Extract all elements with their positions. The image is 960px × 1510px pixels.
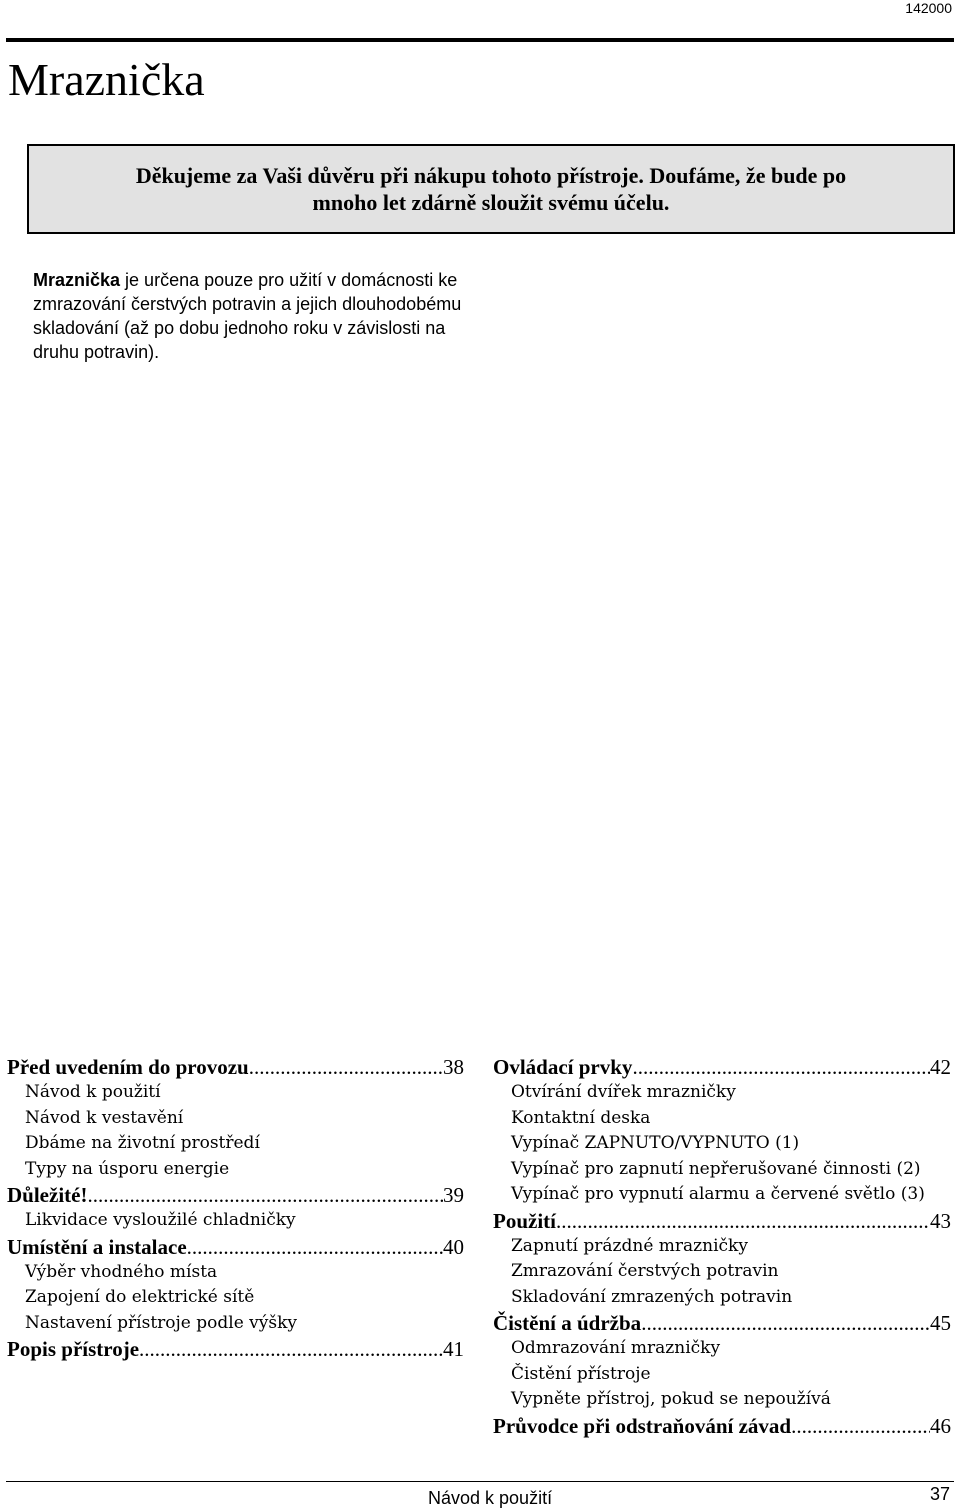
toc-entry bbox=[493, 1208, 951, 1234]
toc-subitem: Typy na úsporu energie bbox=[25, 1158, 230, 1179]
toc-leader bbox=[632, 1054, 930, 1080]
toc-entry bbox=[493, 1413, 951, 1439]
footer-label: Návod k použití bbox=[428, 1488, 553, 1508]
toc-subitem: Otvírání dvířek mrazničky bbox=[511, 1082, 736, 1102]
intro-paragraph bbox=[33, 268, 473, 364]
toc-subitem: Vypínač pro zapnutí nepřerušované činnosti (2) bbox=[511, 1158, 921, 1179]
toc-left-column bbox=[7, 1054, 464, 1362]
intro-bold-term: Mraznička bbox=[33, 270, 121, 290]
toc-subitem: Odmrazování mrazničky bbox=[511, 1338, 721, 1358]
toc-entry bbox=[493, 1310, 951, 1336]
toc-subitem: Dbáme na životní prostředí bbox=[25, 1133, 260, 1153]
toc-subitem: Vypínač ZAPNUTO/VYPNUTO (1) bbox=[511, 1133, 800, 1153]
toc-subitem: Výběr vhodného místa bbox=[25, 1261, 218, 1282]
toc-entry bbox=[493, 1054, 951, 1080]
toc-subitem: Skladování zmrazených potravin bbox=[511, 1286, 793, 1307]
toc-leader bbox=[187, 1234, 443, 1260]
toc-page-number: 46 bbox=[930, 1413, 951, 1438]
toc-page-number: 45 bbox=[930, 1311, 951, 1335]
toc-subitem: Zmrazování čerstvých potravin bbox=[511, 1261, 779, 1281]
toc-subitem: Zapnutí prázdné mrazničky bbox=[511, 1235, 748, 1256]
toc-subitem: Nastavení přístroje podle výšky bbox=[25, 1312, 297, 1333]
toc-page-number: 42 bbox=[930, 1055, 951, 1079]
document-number: 142000 bbox=[905, 0, 952, 16]
toc-page-number: 41 bbox=[443, 1337, 464, 1361]
toc-subitem: Kontaktní deska bbox=[511, 1107, 651, 1128]
toc-subitem: Vypínač pro vypnutí alarmu a červené světlo (3) bbox=[511, 1184, 925, 1204]
toc-leader bbox=[556, 1208, 930, 1234]
toc-subitem: Zapojení do elektrické sítě bbox=[25, 1287, 255, 1307]
toc-subitem: Návod k použití bbox=[25, 1082, 161, 1102]
toc-entry-title: Před uvedením do provozu bbox=[7, 1055, 249, 1079]
toc-subitem: Likvidace vysloužilé chladničky bbox=[25, 1210, 296, 1230]
toc-entry bbox=[7, 1182, 464, 1208]
toc-leader bbox=[249, 1054, 443, 1080]
toc-entry-title: Popis přístroje bbox=[7, 1337, 140, 1361]
toc-leader bbox=[139, 1336, 443, 1362]
toc-page-number: 39 bbox=[443, 1183, 464, 1207]
toc-page-number: 43 bbox=[930, 1208, 951, 1233]
toc-subitem: Návod k vestavění bbox=[25, 1107, 184, 1128]
toc-entry-title: Důležité! bbox=[7, 1183, 88, 1207]
toc-leader bbox=[87, 1182, 443, 1208]
toc-entry bbox=[7, 1234, 464, 1260]
toc-entry-title: Umístění a instalace bbox=[7, 1234, 187, 1259]
toc-subitem: Čistění přístroje bbox=[511, 1363, 651, 1384]
toc-subitem: Vypněte přístroj, pokud se nepoužívá bbox=[511, 1389, 831, 1409]
toc-entry-title: Čistění a údržba bbox=[493, 1311, 642, 1335]
toc-entry-title: Použití bbox=[493, 1208, 556, 1233]
toc-page-number: 38 bbox=[443, 1055, 464, 1079]
page-title: Mraznička bbox=[8, 54, 205, 105]
toc-entry-title: Ovládací prvky bbox=[493, 1055, 633, 1079]
intro-text: je určena pouze pro užití v domácnosti ke zmrazování čerstvých potravin a jejich dlouhodobému skladování (až po dobu jednoho roku v závislosti na druhu potravin). bbox=[33, 270, 462, 362]
footer-rule bbox=[6, 1481, 954, 1482]
header-rule bbox=[6, 38, 954, 42]
toc-entry bbox=[7, 1054, 464, 1080]
toc-entry bbox=[7, 1336, 464, 1362]
toc-page-number: 40 bbox=[443, 1234, 464, 1259]
toc-leader bbox=[641, 1310, 930, 1336]
page-number: 37 bbox=[929, 1484, 950, 1504]
toc-entry-title: Průvodce při odstraňování závad bbox=[493, 1413, 792, 1438]
toc-leader bbox=[791, 1413, 930, 1439]
thanks-box bbox=[27, 144, 955, 234]
toc-right-column bbox=[493, 1054, 951, 1439]
thanks-text: Děkujeme za Vaši důvěru při nákupu tohoto přístroje. Doufáme, že bude po mnoho let zdárně sloužit svému účelu. bbox=[135, 163, 847, 215]
